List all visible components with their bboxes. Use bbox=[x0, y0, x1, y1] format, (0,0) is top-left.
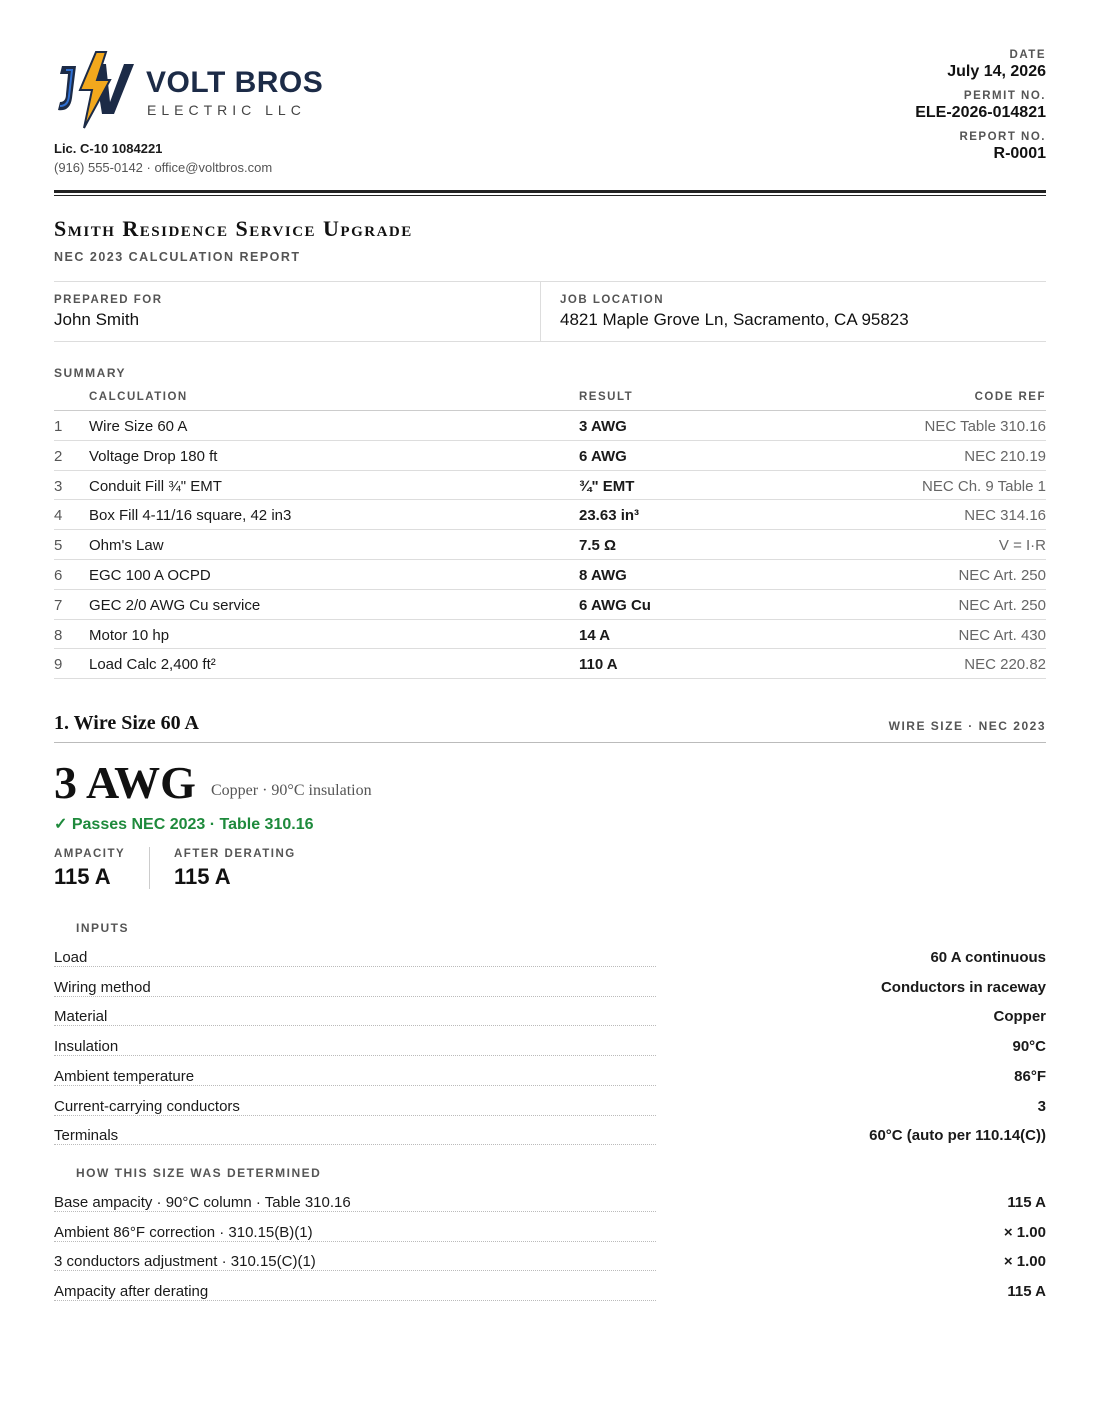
row-result: 6 AWG bbox=[579, 447, 627, 465]
input-row-key: Load bbox=[54, 949, 88, 966]
derivation-row bbox=[54, 1247, 1046, 1277]
after-derating-label: AFTER DERATING bbox=[174, 848, 296, 860]
company-logo bbox=[54, 50, 354, 132]
input-row bbox=[54, 1092, 1046, 1122]
section-divider bbox=[54, 742, 1046, 743]
row-number: 6 bbox=[54, 566, 63, 584]
section-title: 1. Wire Size 60 A bbox=[54, 712, 199, 734]
ampacity-block bbox=[54, 848, 125, 890]
input-row-key: Current-carrying conductors bbox=[54, 1097, 240, 1115]
row-result: 8 AWG bbox=[579, 566, 627, 584]
row-code-ref: NEC Art. 250 bbox=[958, 566, 1046, 584]
summary-row bbox=[54, 471, 1046, 501]
report-number-label: REPORT NO. bbox=[959, 131, 1046, 143]
summary-table bbox=[54, 385, 1046, 679]
derivation-row-key: 3 conductors adjustment · 310.15(C)(1) bbox=[54, 1253, 316, 1271]
input-row bbox=[54, 1002, 1046, 1032]
row-number: 8 bbox=[54, 626, 63, 644]
row-code-ref: NEC 210.19 bbox=[964, 447, 1046, 465]
derivation-row-value: 115 A bbox=[1007, 1194, 1046, 1211]
row-code-ref: NEC Art. 430 bbox=[958, 626, 1046, 644]
header-calculation: CALCULATION bbox=[89, 391, 188, 403]
job-location-block bbox=[560, 282, 1046, 342]
derivation-row bbox=[54, 1277, 1046, 1307]
row-result: 3 AWG bbox=[579, 418, 627, 435]
derivation-row-key: Base ampacity · 90°C column · Table 310.16 bbox=[54, 1194, 351, 1211]
input-row-value: 60°C (auto per 110.14(C)) bbox=[869, 1127, 1046, 1145]
summary-row bbox=[54, 411, 1046, 441]
pass-status: ✓ Passes NEC 2023 · Table 310.16 bbox=[54, 816, 314, 833]
summary-table-header bbox=[54, 385, 1046, 411]
dotted-leader bbox=[54, 1055, 656, 1056]
inputs-label: INPUTS bbox=[76, 921, 130, 935]
dotted-leader bbox=[54, 1241, 656, 1242]
row-number: 1 bbox=[54, 418, 63, 435]
dotted-leader bbox=[54, 1300, 656, 1301]
prepared-for-label: PREPARED FOR bbox=[54, 294, 163, 306]
row-calculation: Wire Size 60 A bbox=[89, 418, 188, 435]
report-header bbox=[54, 0, 1046, 200]
summary-row bbox=[54, 560, 1046, 590]
derivation-row bbox=[54, 1218, 1046, 1248]
row-code-ref: NEC Ch. 9 Table 1 bbox=[922, 477, 1046, 495]
input-row-value: 60 A continuous bbox=[930, 949, 1046, 966]
input-row-key: Insulation bbox=[54, 1038, 119, 1056]
row-code-ref: NEC 314.16 bbox=[964, 507, 1046, 525]
input-row bbox=[54, 1032, 1046, 1062]
input-row bbox=[54, 1062, 1046, 1092]
row-code-ref: NEC 220.82 bbox=[964, 656, 1046, 674]
row-calculation: GEC 2/0 AWG Cu service bbox=[89, 596, 261, 614]
company-name: VOLT BROS bbox=[146, 66, 324, 99]
prepared-for-block bbox=[54, 282, 541, 342]
report-subtitle: NEC 2023 CALCULATION REPORT bbox=[54, 250, 301, 264]
dotted-leader bbox=[54, 996, 656, 997]
input-row-value: 86°F bbox=[1014, 1067, 1046, 1085]
summary-row bbox=[54, 500, 1046, 530]
permit-label: PERMIT NO. bbox=[963, 90, 1046, 102]
client-info bbox=[54, 281, 1046, 342]
summary-label: SUMMARY bbox=[54, 366, 127, 380]
report-title: Smith Residence Service Upgrade bbox=[54, 216, 413, 241]
input-row-key: Terminals bbox=[54, 1127, 119, 1145]
job-location-value: 4821 Maple Grove Ln, Sacramento, CA 95823 bbox=[560, 310, 909, 329]
report-number-value: R-0001 bbox=[993, 145, 1046, 162]
dotted-leader bbox=[54, 1144, 656, 1145]
input-row-value: Copper bbox=[993, 1008, 1046, 1026]
input-row-value: 90°C bbox=[1012, 1038, 1046, 1056]
row-number: 9 bbox=[54, 656, 63, 674]
row-result: ¾" EMT bbox=[579, 477, 635, 495]
row-calculation: Conduit Fill ¾" EMT bbox=[89, 477, 222, 495]
dotted-leader bbox=[54, 1025, 656, 1026]
company-subtitle: ELECTRIC LLC bbox=[147, 102, 306, 118]
row-number: 4 bbox=[54, 507, 63, 525]
row-calculation: Motor 10 hp bbox=[89, 626, 170, 644]
lightning-bolt-logo-icon bbox=[54, 50, 134, 132]
row-result: 7.5 Ω bbox=[579, 537, 617, 555]
input-row bbox=[54, 973, 1046, 1003]
report-page bbox=[54, 0, 1046, 1424]
how-determined-label: HOW THIS SIZE WAS DETERMINED bbox=[76, 1166, 322, 1180]
summary-row bbox=[54, 620, 1046, 650]
ampacity-divider bbox=[149, 847, 150, 889]
row-result: 14 A bbox=[579, 626, 611, 644]
row-code-ref: NEC Table 310.16 bbox=[924, 418, 1046, 435]
report-meta bbox=[915, 48, 1046, 171]
ampacity-value: 115 A bbox=[54, 864, 111, 889]
header-divider-thin bbox=[54, 195, 1046, 196]
derivation-row bbox=[54, 1188, 1046, 1218]
row-number: 7 bbox=[54, 596, 63, 614]
row-number: 5 bbox=[54, 537, 63, 555]
dotted-leader bbox=[54, 1115, 656, 1116]
derivation-row-value: × 1.00 bbox=[1003, 1223, 1046, 1241]
input-row-key: Wiring method bbox=[54, 978, 151, 996]
summary-row bbox=[54, 590, 1046, 620]
summary-row bbox=[54, 649, 1046, 679]
job-location-label: JOB LOCATION bbox=[560, 294, 665, 306]
after-derating-block bbox=[174, 848, 296, 890]
section-tag: WIRE SIZE · NEC 2023 bbox=[888, 719, 1046, 733]
company-contact: (916) 555-0142 · office@voltbros.com bbox=[54, 160, 273, 175]
dotted-leader bbox=[54, 1270, 656, 1271]
header-code-ref: CODE REF bbox=[974, 391, 1046, 403]
summary-row bbox=[54, 441, 1046, 471]
row-calculation: Ohm's Law bbox=[89, 537, 164, 555]
input-row bbox=[54, 1121, 1046, 1151]
row-result: 23.63 in³ bbox=[579, 507, 640, 525]
result-value: 3 AWG bbox=[54, 757, 196, 808]
result-description: Copper · 90°C insulation bbox=[211, 782, 372, 799]
derivation-row-value: × 1.00 bbox=[1003, 1253, 1046, 1271]
header-result: RESULT bbox=[579, 391, 634, 403]
summary-rows bbox=[54, 411, 1046, 679]
row-code-ref: V = I·R bbox=[998, 537, 1046, 555]
row-number: 3 bbox=[54, 477, 63, 495]
row-calculation: Voltage Drop 180 ft bbox=[89, 447, 218, 465]
summary-row bbox=[54, 530, 1046, 560]
license-number: Lic. C-10 1084221 bbox=[54, 141, 163, 156]
row-result: 110 A bbox=[579, 656, 618, 674]
dotted-leader bbox=[54, 1085, 656, 1086]
row-result: 6 AWG Cu bbox=[579, 596, 651, 614]
dotted-leader bbox=[54, 966, 656, 967]
after-derating-value: 115 A bbox=[174, 864, 231, 889]
ampacity-label: AMPACITY bbox=[54, 848, 126, 860]
derivation-row-key: Ampacity after derating bbox=[54, 1283, 209, 1301]
row-code-ref: NEC Art. 250 bbox=[958, 596, 1046, 614]
input-row-value: Conductors in raceway bbox=[880, 978, 1046, 996]
input-row-key: Material bbox=[54, 1008, 108, 1026]
row-calculation: EGC 100 A OCPD bbox=[89, 566, 211, 584]
header-divider bbox=[54, 190, 1046, 193]
date-label: DATE bbox=[1009, 49, 1046, 61]
input-row-key: Ambient temperature bbox=[54, 1067, 195, 1085]
prepared-for-value: John Smith bbox=[54, 310, 140, 329]
date-value: July 14, 2026 bbox=[947, 63, 1046, 80]
derivation-row-value: 115 A bbox=[1007, 1283, 1046, 1301]
row-calculation: Load Calc 2,400 ft² bbox=[89, 656, 216, 674]
input-row-value: 3 bbox=[1037, 1097, 1046, 1115]
row-number: 2 bbox=[54, 447, 63, 465]
input-row bbox=[54, 943, 1046, 973]
dotted-leader bbox=[54, 1211, 656, 1212]
permit-value: ELE-2026-014821 bbox=[915, 104, 1046, 121]
derivation-row-key: Ambient 86°F correction · 310.15(B)(1) bbox=[54, 1223, 313, 1241]
row-calculation: Box Fill 4-11/16 square, 42 in3 bbox=[89, 507, 292, 525]
